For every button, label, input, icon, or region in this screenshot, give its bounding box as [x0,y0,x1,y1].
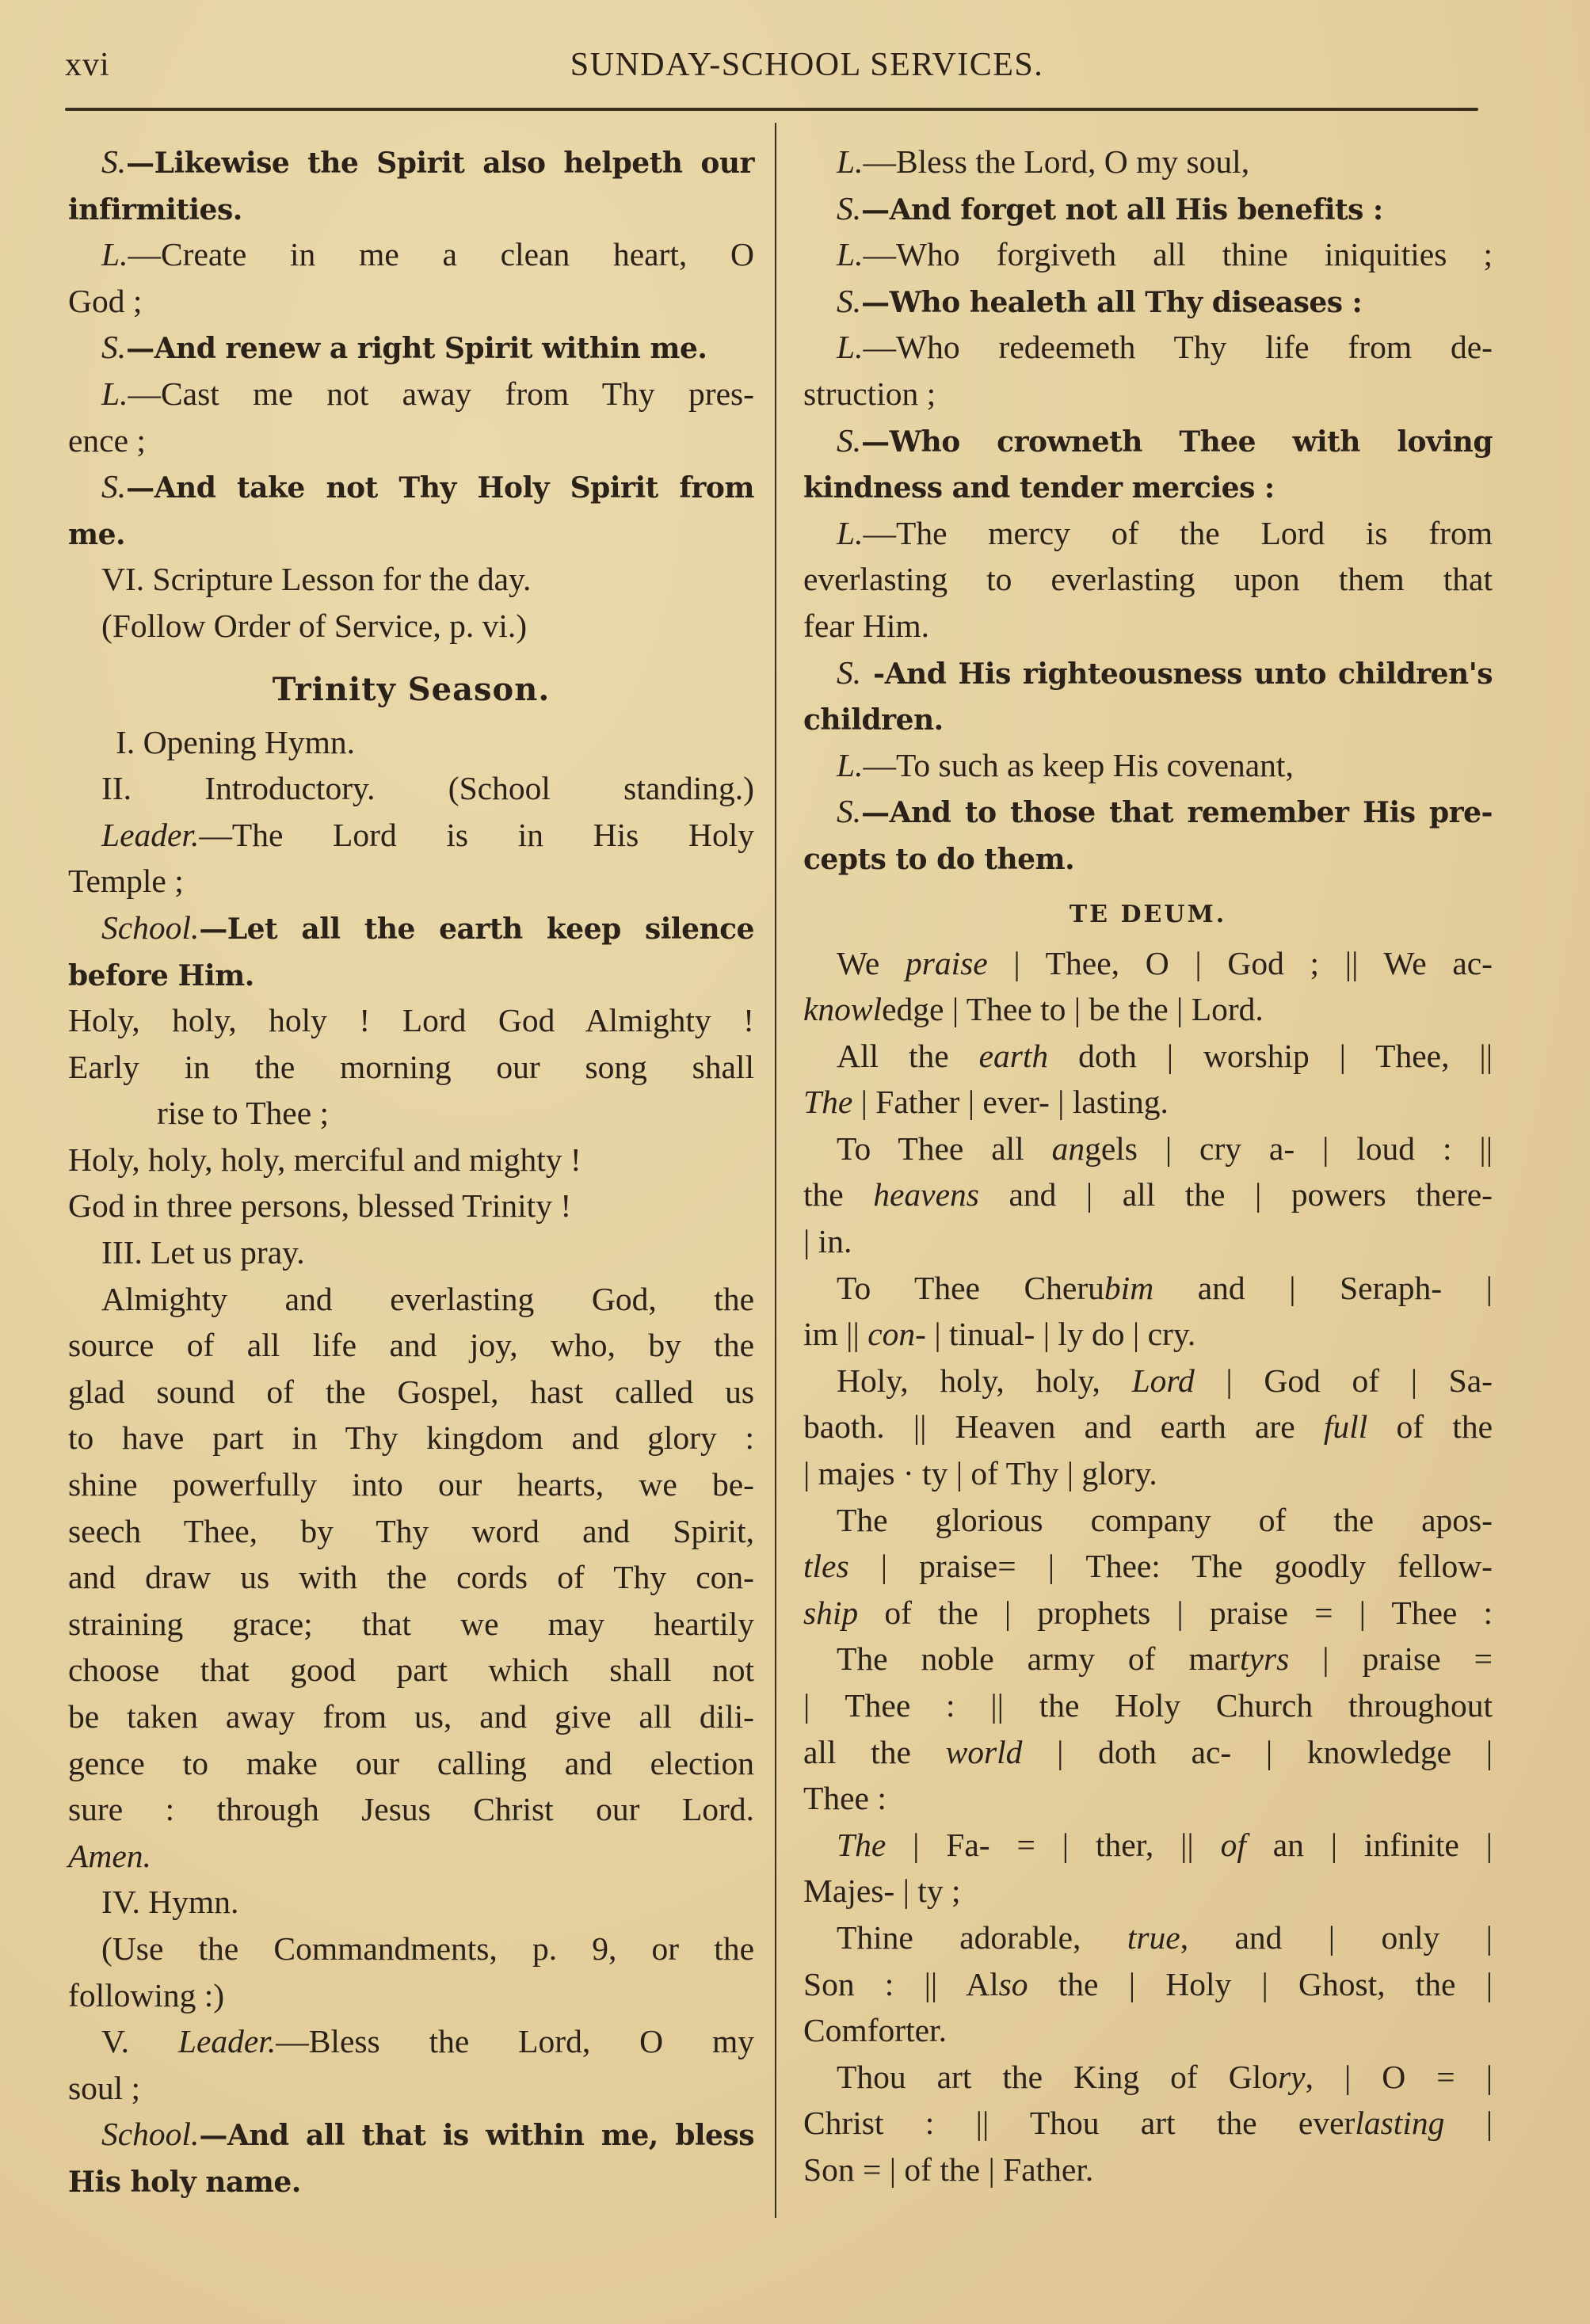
text-line [803,371,1493,417]
text-segment: Thou art the King of Glo [837,2058,1278,2095]
italic-text: S. [837,421,862,459]
text-segment: IV. Hymn. [101,1884,239,1921]
text-line [803,1033,1493,1080]
text-line [68,719,754,766]
text-segment: , and | only | [1180,1918,1493,1956]
text-segment: The glorious company of the apos- [837,1501,1493,1538]
text-line [68,2111,754,2158]
text-line [803,603,1493,650]
text-line [68,463,754,510]
text-line [68,1415,754,1461]
italic-text: bim [1104,1269,1154,1306]
text-line [68,1926,754,1972]
response-text: —And take not Thy Holy Spirit from [126,471,754,505]
text-line [68,1972,754,2019]
text-segment: and | Seraph- | [1153,1269,1493,1306]
text-line [803,231,1493,278]
text-line [803,1543,1493,1590]
trinity-season-order-of-service [68,719,754,2204]
italic-text: earth [978,1037,1049,1074]
text-line [68,324,754,371]
text-line [68,1183,754,1229]
text-line [803,2054,1493,2101]
text-line [803,324,1493,371]
text-line [68,905,754,951]
text-line [68,1044,754,1091]
text-line [68,765,754,812]
text-line [803,185,1493,232]
text-segment: | Father | ever- | lasting. [852,1084,1169,1121]
text-segment: rise to Thee ; [157,1095,330,1132]
text-line [803,278,1493,325]
italic-text: knowl [803,991,883,1028]
text-segment: Early in the morning our song shall [68,1048,754,1085]
text-line [68,1693,754,1740]
text-line [803,463,1493,510]
italic-text: The [803,1084,853,1121]
italic-text: School. [101,909,200,946]
text-line [68,858,754,905]
italic-text: ship [803,1594,859,1631]
text-segment: | praise = [1289,1640,1493,1678]
text-line [803,788,1493,835]
text-line [803,139,1493,185]
italic-text: L. [101,375,128,412]
text-segment: Thee : [803,1780,887,1817]
text-segment: | majes · ty | of Thy | glory. [803,1455,1157,1492]
text-segment: be taken away from us, and give all dili- [68,1698,754,1735]
italic-text: so [998,1965,1028,2002]
text-line [803,1079,1493,1126]
page-number: xvi [65,47,110,83]
italic-text: Amen. [68,1837,151,1874]
response-text: cepts to do them. [803,842,1075,876]
italic-text: tles [803,1548,849,1585]
text-line [803,650,1493,696]
text-line [803,1822,1493,1869]
italic-text: tyrs [1240,1640,1290,1678]
text-line [803,1961,1493,2008]
italic-text: Lord [1131,1362,1195,1399]
text-segment: seech Thee, by Thy word and Spirit, [68,1512,754,1549]
italic-text: School. [101,2116,200,2153]
italic-text: S. [837,793,862,830]
text-segment: The noble army of mar [837,1640,1240,1678]
text-line [803,2007,1493,2054]
text-line [68,812,754,859]
text-segment: II. Introductory. (School standing.) [101,770,754,807]
italic-text: S. [837,653,862,691]
italic-text: L. [101,236,128,273]
text-segment: To Thee Cheru [837,1269,1104,1306]
text-segment: soul ; [68,2069,141,2106]
response-text: —Who healeth all Thy diseases : [861,285,1363,319]
italic-text: Leader. [177,2023,276,2060]
response-text: before Him. [68,958,254,992]
text-segment: | Fa- = | ther, || [886,1826,1221,1863]
text-line [68,185,754,232]
text-segment: edge | Thee to | be the | Lord. [882,991,1264,1028]
text-line [803,2147,1493,2193]
italic-text: S. [837,282,862,319]
text-segment: —The Lord is in His Holy [199,816,754,853]
response-text: me. [68,517,126,551]
text-segment: following :) [68,1976,225,2013]
text-segment: , | O = | [1305,2058,1493,2095]
text-line [68,1786,754,1833]
text-segment: gence to make our calling and election [68,1744,754,1781]
text-segment: —Cast me not away from Thy pres- [128,375,754,412]
italic-text: S. [101,468,127,505]
text-line [68,2018,754,2065]
text-line [803,417,1493,464]
te-deum-chant [803,940,1493,2193]
text-segment: | Thee, O | God ; || We ac- [987,944,1493,981]
text-line [803,1636,1493,1682]
text-segment: (Follow Order of Service, p. vi.) [101,607,528,644]
header-rule [65,108,1478,111]
text-segment: | in. [803,1223,852,1260]
text-line [68,1369,754,1415]
text-segment: Thine adorable, [837,1918,1127,1956]
response-text: —And all that is within me, bless [199,2119,754,2153]
italic-text: con- [867,1316,926,1353]
text-segment: source of all life and joy, who, by the [68,1327,754,1364]
text-line [68,1508,754,1555]
text-segment: To Thee all [837,1130,1052,1167]
text-line [803,835,1493,882]
text-segment: straining grace; that we may heartily [68,1605,754,1642]
text-line [803,1358,1493,1404]
text-segment: —Bless the Lord, O my [276,2023,754,2060]
text-segment: —Create in me a clean heart, O [128,236,754,273]
text-segment: Son = | of the | Father. [803,2151,1094,2188]
text-line [68,1137,754,1183]
text-segment: fear Him. [803,607,930,644]
text-segment: —Bless the Lord, O my soul, [863,143,1250,180]
text-line [803,1775,1493,1822]
text-line [803,1218,1493,1265]
text-line [68,139,754,185]
text-segment: choose that good part which shall not [68,1652,754,1689]
response-text: kindness and tender mercies : [803,471,1275,505]
text-line [68,1601,754,1648]
text-line [803,1404,1493,1450]
response-text: —Likewise the Spirit also helpeth our [126,147,754,180]
text-segment: struction ; [803,375,936,412]
text-segment: everlasting to everlasting upon them that [803,561,1493,598]
text-line [803,742,1493,789]
text-line [803,1265,1493,1312]
response-text: —Let all the earth keep silence [199,912,754,946]
text-line [68,2065,754,2112]
response-text: infirmities. [68,192,242,227]
text-line [68,1322,754,1369]
italic-text: Leader. [101,816,200,853]
italic-text: lasting [1355,2105,1445,2142]
text-segment: V. [101,2023,178,2060]
text-line [68,1879,754,1926]
text-segment: of the [1367,1408,1493,1446]
text-line [68,997,754,1044]
text-segment: glad sound of the Gospel, hast called us [68,1373,754,1410]
text-line [803,695,1493,742]
text-segment: —The mercy of the Lord is from [863,514,1493,551]
text-segment: Comforter. [803,2012,947,2049]
response-text: —And renew a right Spirit within me. [126,332,707,366]
text-segment: im || [803,1316,868,1353]
text-segment: the | Holy | Ghost, the | [1028,1965,1493,2002]
text-segment: Almighty and everlasting God, the [101,1280,754,1317]
italic-text: praise [905,944,988,981]
text-segment: | [1444,2105,1493,2142]
text-line [68,1461,754,1508]
italic-text: ry [1277,2058,1306,2095]
text-segment: baoth. || Heaven and earth are [803,1408,1324,1446]
column-divider [775,123,776,2218]
running-title: SUNDAY-SCHOOL SERVICES. [570,47,1044,83]
text-segment: Holy, holy, holy, merciful and mighty ! [68,1141,581,1178]
response-text: —And forget not all His benefits : [861,192,1383,227]
text-line [803,1126,1493,1172]
text-segment: and draw us with the cords of Thy con- [68,1559,754,1596]
text-segment: Christ : || Thou art the ever [803,2105,1356,2142]
text-segment: doth | worship | Thee, || [1048,1037,1493,1074]
italic-text: an [1051,1130,1085,1167]
text-segment: Holy, holy, holy, [837,1362,1132,1399]
page-header [0,0,1590,111]
text-line [803,1914,1493,1961]
text-line [803,1868,1493,1914]
italic-text: L. [837,236,864,273]
right-column [803,139,1493,2193]
italic-text: L. [837,514,864,551]
left-column [68,139,754,2204]
text-line [68,2158,754,2204]
italic-text: S. [101,329,127,366]
text-line [68,951,754,998]
text-line [803,510,1493,557]
text-line [803,1590,1493,1636]
text-line [68,371,754,417]
text-segment: I. Opening Hymn. [116,723,355,760]
text-line [68,1554,754,1601]
text-segment: Temple ; [68,863,184,900]
text-segment: Holy, holy, holy ! Lord God Almighty ! [68,1002,754,1039]
section-heading-trinity-season: Trinity Season. [272,670,551,708]
text-line [68,1740,754,1787]
text-line [803,940,1493,987]
text-segment: Son : || Al [803,1965,999,2002]
italic-text: S. [101,143,127,180]
text-line [803,2100,1493,2147]
response-text: His holy name. [68,2165,301,2199]
text-segment: | Thee : || the Holy Church throughout [803,1687,1493,1724]
response-text: -And His righteousness unto children's [861,657,1493,691]
italic-text: L. [837,143,864,180]
response-text: children. [803,703,944,737]
italic-text: full [1323,1408,1368,1446]
italic-text: L. [837,746,864,783]
text-segment: VI. Scripture Lesson for the day. [101,561,532,598]
text-segment: of the | prophets | praise = | Thee : [858,1594,1493,1631]
text-line [68,1229,754,1276]
text-segment: | praise= | Thee: The goodly fellow- [848,1548,1493,1585]
text-segment: God in three persons, blessed Trinity ! [68,1187,572,1225]
text-segment: shine powerfully into our hearts, we be- [68,1466,754,1503]
text-line [68,1090,754,1137]
text-line [803,1172,1493,1218]
italic-text: world [945,1733,1023,1770]
text-segment: —Who redeemeth Thy life from de- [863,329,1493,366]
psalm-103-responsive-reading [803,139,1493,882]
italic-text: true [1127,1918,1180,1956]
text-line [68,1276,754,1323]
text-segment: All the [837,1037,979,1074]
section-heading-te-deum: TE DEUM. [1069,900,1227,928]
text-segment: an | infinite | [1245,1826,1493,1863]
text-segment: | God of | Sa- [1194,1362,1493,1399]
text-segment: gels | cry a- | loud : || [1085,1130,1493,1167]
text-segment: III. Let us pray. [101,1234,305,1271]
text-line [68,278,754,325]
text-segment: | doth ac- | knowledge | [1022,1733,1493,1770]
response-text: —And to those that remember His pre- [861,796,1493,830]
text-segment: | tinual- | ly do | cry. [925,1316,1196,1353]
text-segment: —To such as keep His covenant, [863,746,1294,783]
text-segment: We [837,944,906,981]
text-line [803,986,1493,1033]
text-segment: and | all the | powers there- [978,1176,1493,1213]
text-line [68,1833,754,1880]
response-text: —Who crowneth Thee with loving [861,425,1493,459]
text-line [803,556,1493,603]
italic-text: The [837,1826,887,1863]
text-segment: all the [803,1733,946,1770]
text-segment: to have part in Thy kingdom and glory : [68,1419,754,1457]
italic-text: of [1220,1826,1246,1863]
italic-text: L. [837,329,864,366]
text-line [68,556,754,603]
text-line [68,510,754,557]
text-line [803,1450,1493,1497]
text-line [68,231,754,278]
text-line [803,1729,1493,1776]
text-line [803,1682,1493,1729]
text-segment: —Who forgiveth all thine iniquities ; [863,236,1493,273]
text-segment: (Use the Commandments, p. 9, or the [101,1930,754,1967]
text-segment: sure : through Jesus Christ our Lord. [68,1791,754,1828]
text-segment: ence ; [68,421,146,459]
text-line [803,1311,1493,1358]
left-responsive-block [68,139,754,650]
text-line [68,603,754,650]
italic-text: S. [837,189,862,227]
text-line [803,1497,1493,1544]
text-line [68,417,754,464]
text-segment: Majes- | ty ; [803,1873,961,1910]
text-segment: God ; [68,282,143,319]
text-line [68,1647,754,1693]
text-segment: the [803,1176,874,1213]
italic-text: heavens [873,1176,979,1213]
